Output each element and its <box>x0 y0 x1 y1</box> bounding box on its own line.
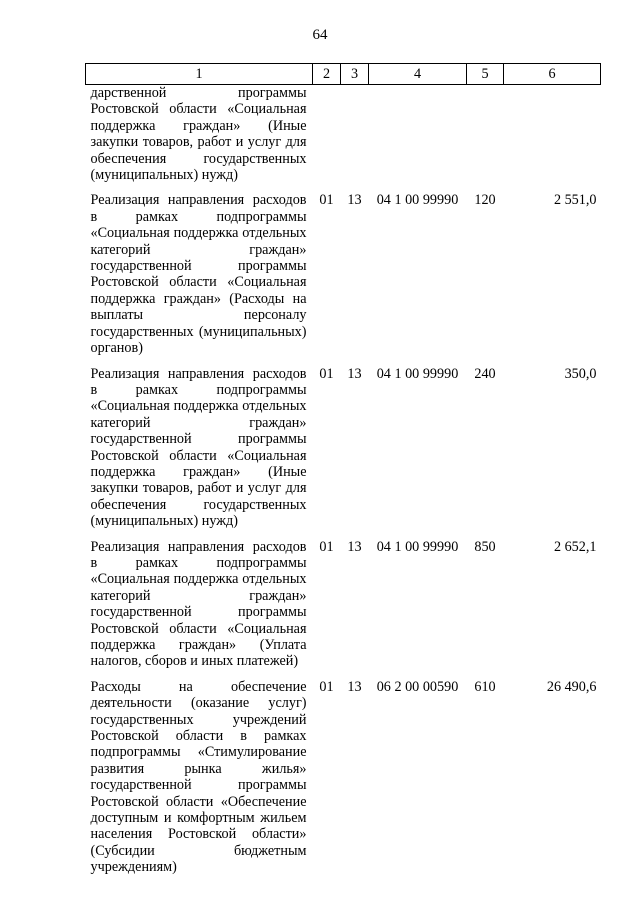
row-subsection: 13 <box>347 365 362 382</box>
row-section: 01 <box>319 678 334 695</box>
page-number: 64 <box>312 27 328 43</box>
row-subsection: 13 <box>347 192 362 209</box>
row-amount: 26 490,6 <box>546 678 597 695</box>
row-subsection <box>341 85 369 193</box>
row-expense-type <box>467 85 504 193</box>
row-target-article: 04 1 00 99990 <box>376 365 459 382</box>
row-amount: 2 551,0 <box>553 192 597 209</box>
row-section <box>313 85 341 193</box>
row-expense-type: 850 <box>474 538 496 555</box>
row-description: Реализация направления расходов в рамках подпрограммы «Социальная поддержка отдельных категорий граждан» государственной программы Ростовской области «Социальная поддержка граждан» (Уплата налогов, сборов и иных платежей) <box>90 538 307 670</box>
row-section: 01 <box>319 365 334 382</box>
table-row <box>86 85 601 193</box>
row-expense-type: 120 <box>474 192 496 209</box>
row-subsection: 13 <box>347 678 362 695</box>
header-col-3: 3 <box>341 64 369 85</box>
header-col-5: 5 <box>467 64 504 85</box>
row-description: Расходы на обеспечение деятельности (оказание услуг) государственных учреждений Ростовской области в рамках подпрограммы «Стимулирование развития рынка жилья» государственной программы Ростовской области «Обеспечение доступным и комфортным жильем населения Ростовской области» (Субсидии бюджетным учреждениям) <box>90 678 307 876</box>
header-col-4: 4 <box>369 64 467 85</box>
row-subsection: 13 <box>347 538 362 555</box>
row-target-article: 04 1 00 99990 <box>376 538 459 555</box>
table-row <box>86 366 601 539</box>
table-row <box>86 192 601 365</box>
header-col-2: 2 <box>313 64 341 85</box>
row-amount <box>504 85 601 193</box>
row-amount: 350,0 <box>564 365 597 382</box>
table-row <box>86 679 601 885</box>
row-description: дарственной программы Ростовской области «Социальная поддержка граждан» (Иные закупки товаров, работ и услуг для обеспечения государственных (муниципальных) нужд) <box>90 85 307 184</box>
row-section: 01 <box>319 538 334 555</box>
budget-table <box>85 63 601 885</box>
row-expense-type: 610 <box>474 678 496 695</box>
row-description: Реализация направления расходов в рамках подпрограммы «Социальная поддержка отдельных категорий граждан» государственной программы Ростовской области «Социальная поддержка граждан» (Расходы на выплаты персоналу государственных (муниципальных) органов) <box>90 192 307 357</box>
row-target-article: 06 2 00 00590 <box>376 678 459 695</box>
row-target-article: 04 1 00 99990 <box>376 192 459 209</box>
row-description: Реализация направления расходов в рамках подпрограммы «Социальная поддержка отдельных категорий граждан» государственной программы Ростовской области «Социальная поддержка граждан» (Иные закупки товаров, работ и услуг для обеспечения государственных (муниципальных) нужд) <box>90 365 307 530</box>
header-col-6: 6 <box>504 64 601 85</box>
row-target-article <box>369 85 467 193</box>
table-row <box>86 539 601 679</box>
header-col-1: 1 <box>86 64 313 85</box>
row-expense-type: 240 <box>474 365 496 382</box>
table-header-row <box>86 64 601 85</box>
row-section: 01 <box>319 192 334 209</box>
row-amount: 2 652,1 <box>553 538 597 555</box>
